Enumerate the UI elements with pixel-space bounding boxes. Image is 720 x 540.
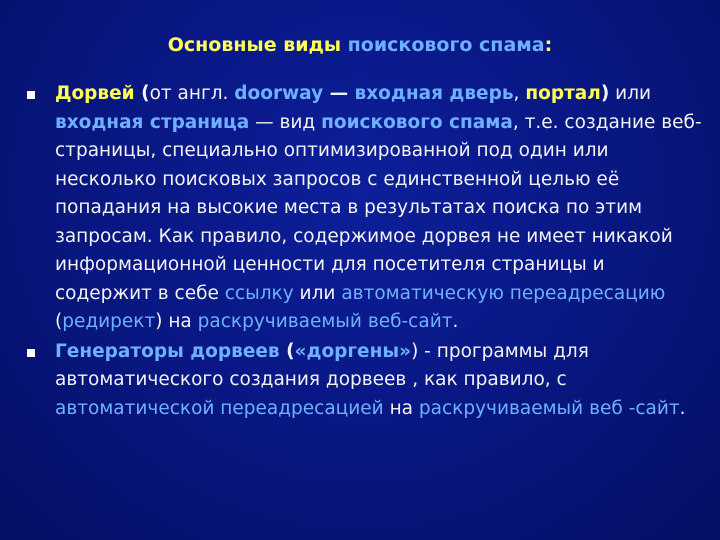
bullet-doorway (22, 80, 702, 337)
text-run: . (452, 311, 459, 332)
bullet-doorway-text (55, 83, 702, 332)
text-run: ( (134, 83, 150, 104)
bullet-generators-text (55, 341, 686, 419)
text-run: doorway (234, 83, 324, 104)
bullet-list (22, 80, 702, 423)
text-run: Генераторы дорвеев (55, 340, 280, 362)
text-run[interactable]: редирект (62, 311, 156, 332)
text-run[interactable]: автоматической переадресацией (55, 397, 384, 419)
title-part-3: : (544, 34, 553, 56)
text-run: или (293, 282, 342, 304)
text-run: ) (600, 83, 610, 104)
text-run: от англ. (149, 83, 235, 104)
text-run[interactable]: автоматическую переадресацию (341, 282, 666, 304)
text-run: , (513, 83, 520, 104)
text-run: портал (525, 83, 601, 104)
text-run: , т.е. создание веб-страницы, специально оптимизированной под один или несколько поисковых запросов с единственной целью её попадания на высокие места в результатах поиска по этим запросам. Как правило, содержимое дорвея не имеет никакой информационной ценности для посетителя страницы и содержит в себе (55, 111, 702, 304)
text-run: ( (55, 311, 63, 332)
text-run: входная страница (55, 111, 250, 133)
text-run: . (679, 397, 686, 419)
text-run[interactable]: ссылку (224, 282, 294, 304)
text-run: Дорвей (55, 83, 135, 104)
title-part-2: поискового спама (347, 34, 545, 56)
text-run: — (323, 83, 355, 104)
text-run: — вид (249, 111, 322, 133)
text-run: или (609, 83, 652, 104)
text-run: ) на (155, 311, 198, 332)
bullet-generators (22, 338, 702, 424)
text-run: поискового спама (321, 111, 513, 133)
text-run: ) - программы для автоматического создания дорвеев , как правило, с (55, 340, 589, 390)
text-run[interactable]: раскручиваемый веб -сайт (418, 397, 680, 419)
text-run: на (383, 397, 419, 419)
text-run: входная дверь (354, 83, 514, 104)
square-bullet-icon (27, 91, 35, 99)
text-run: «доргены» (294, 340, 412, 362)
text-run[interactable]: раскручиваемый веб-сайт (197, 311, 453, 332)
text-run: ( (279, 340, 295, 362)
square-bullet-icon (27, 349, 35, 357)
slide-title (0, 34, 720, 56)
title-part-1: Основные виды (167, 34, 348, 56)
